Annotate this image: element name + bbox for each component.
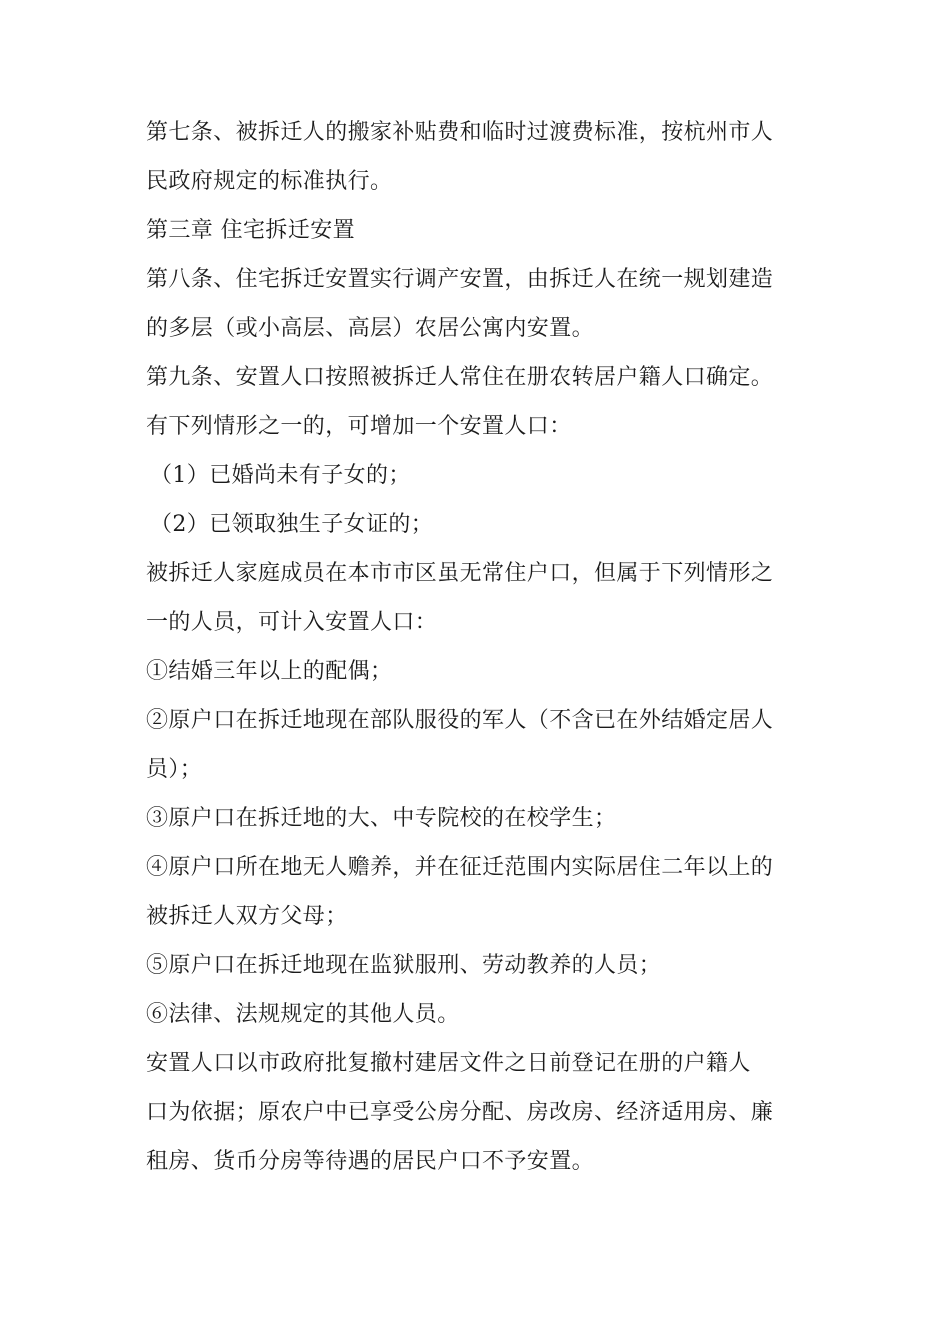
paragraph-basis-line-2: 口为依据；原农户中已享受公房分配、房改房、经济适用房、廉 <box>146 1100 774 1125</box>
circled-item-2-line-1: ②原户口在拆迁地现在部队服役的军人（不含已在外结婚定居人 <box>146 708 774 733</box>
circled-item-3: ③原户口在拆迁地的大、中专院校的在校学生； <box>146 806 617 831</box>
article-8-line-2: 的多层（或小高层、高层）农居公寓内安置。 <box>146 316 595 341</box>
paragraph-family-line-1: 被拆迁人家庭成员在本市市区虽无常住户口，但属于下列情形之 <box>146 561 774 586</box>
list-item-2: （2）已领取独生子女证的； <box>150 512 434 537</box>
document-body <box>146 108 810 1186</box>
circled-item-6: ⑥法律、法规规定的其他人员。 <box>146 1002 460 1027</box>
paragraph-basis-line-1: 安置人口以市政府批复撤村建居文件之日前登记在册的户籍人 <box>146 1051 751 1076</box>
article-9-line-1: 第九条、安置人口按照被拆迁人常住在册农转居户籍人口确定。 <box>146 365 774 390</box>
paragraph-basis-line-3: 租房、货币分房等待遇的居民户口不予安置。 <box>146 1149 595 1174</box>
article-9-line-2: 有下列情形之一的，可增加一个安置人口： <box>146 414 572 439</box>
list-item-1: （1）已婚尚未有子女的； <box>150 463 411 488</box>
chapter-3-heading: 第三章 住宅拆迁安置 <box>146 218 355 243</box>
article-7-line-2: 民政府规定的标准执行。 <box>146 169 393 194</box>
article-7-line-1: 第七条、被拆迁人的搬家补贴费和临时过渡费标准，按杭州市人 <box>146 120 774 145</box>
circled-item-5: ⑤原户口在拆迁地现在监狱服刑、劳动教养的人员； <box>146 953 662 978</box>
circled-item-1: ①结婚三年以上的配偶； <box>146 659 393 684</box>
paragraph-family-line-2: 一的人员，可计入安置人口： <box>146 610 438 635</box>
circled-item-4-line-1: ④原户口所在地无人赡养，并在征迁范围内实际居住二年以上的 <box>146 855 774 880</box>
article-8-line-1: 第八条、住宅拆迁安置实行调产安置，由拆迁人在统一规划建造 <box>146 267 774 292</box>
circled-item-4-line-2: 被拆迁人双方父母； <box>146 904 348 929</box>
circled-item-2-line-2: 员）； <box>146 757 203 782</box>
